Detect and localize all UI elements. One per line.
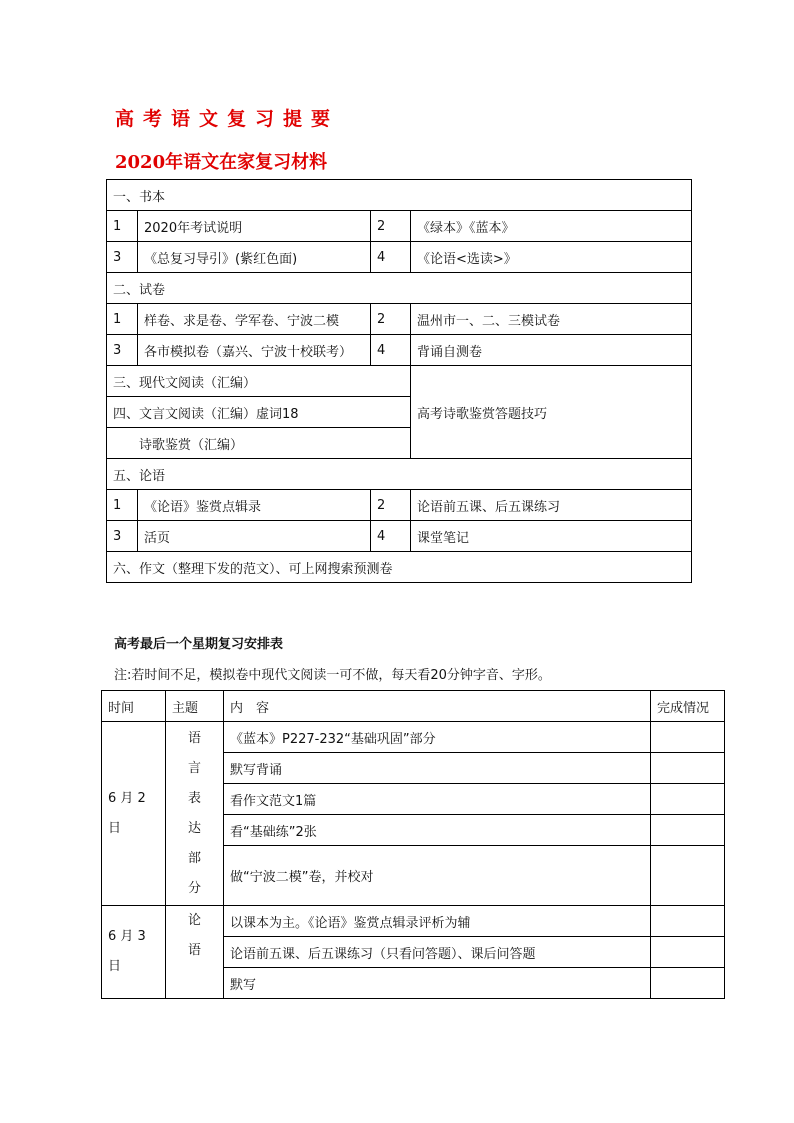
topic-char: 达 [187,820,201,836]
table-row [107,180,692,211]
topic-char: 部 [187,850,201,866]
topic-cell [166,906,224,999]
item-text: 《总复习导引》(紫红色面) [138,242,371,273]
content-cell: 默写背诵 [224,753,651,784]
item-number: 4 [371,521,411,552]
section-heading: 三、现代文阅读（汇编） [107,366,411,397]
status-cell [651,968,725,999]
item-number: 4 [371,242,411,273]
table-row [107,242,692,273]
item-text: 《论语》鉴赏点辑录 [138,490,371,521]
table-row [102,906,725,937]
section-heading: 四、文言文阅读（汇编）虚词18 [107,397,411,428]
item-text: 课堂笔记 [411,521,692,552]
table-row [107,211,692,242]
table-row [102,722,725,753]
status-cell [651,753,725,784]
item-text: 背诵自测卷 [411,335,692,366]
item-text: 活页 [138,521,371,552]
content-cell: 默写 [224,968,651,999]
topic-cell [166,722,224,906]
content-cell: 做“宁波二模”卷，并校对 [224,846,651,906]
table-row [107,273,692,304]
item-text: 各市模拟卷（嘉兴、宁波十校联考） [138,335,371,366]
date-line: 日 [108,959,122,974]
topic-char: 表 [187,790,201,806]
content-cell: 看“基础练”2张 [224,815,651,846]
materials-table [106,179,692,583]
item-number: 1 [107,490,138,521]
topic-char: 分 [187,880,201,896]
date-line: 日 [108,820,122,836]
content-cell: 看作文范文1篇 [224,784,651,815]
topic-char: 论 [187,913,201,928]
table-row [107,490,692,521]
item-number: 1 [107,211,138,242]
date-line: 6 月 3 [108,929,146,944]
table-row [107,521,692,552]
topic-char: 语 [187,730,201,746]
item-number: 3 [107,521,138,552]
item-number: 4 [371,335,411,366]
status-cell [651,906,725,937]
item-text: 样卷、求是卷、学军卷、宁波二模 [138,304,371,335]
item-text: 2020年考试说明 [138,211,371,242]
status-cell [651,815,725,846]
document-title: 高考语文复习提要 [115,108,340,130]
item-number: 2 [371,304,411,335]
content-cell: 《蓝本》P227-232“基础巩固”部分 [224,722,651,753]
topic-char: 言 [187,760,201,776]
table-header-row [102,691,725,722]
content-cell: 以课本为主。《论语》鉴赏点辑录评析为辅 [224,906,651,937]
item-number: 3 [107,242,138,273]
date-cell [102,722,166,906]
date-line: 6 月 2 [108,790,146,806]
item-number: 1 [107,304,138,335]
item-number: 2 [371,211,411,242]
header-topic: 主题 [166,691,224,722]
header-time: 时间 [102,691,166,722]
status-cell [651,784,725,815]
status-cell [651,846,725,906]
schedule-table [101,690,725,999]
item-text: 《绿本》《蓝本》 [411,211,692,242]
item-number: 3 [107,335,138,366]
topic-char: 语 [187,943,201,958]
item-text: 《论语<选读>》 [411,242,692,273]
header-status: 完成情况 [651,691,725,722]
table-row [107,335,692,366]
content-cell: 论语前五课、后五课练习（只看问答题）、课后问答题 [224,937,651,968]
section-heading: 六、作文（整理下发的范文）、可上网搜索预测卷 [107,552,692,583]
document-subtitle: 2020年语文在家复习材料 [115,152,328,173]
item-text: 温州市一、二、三模试卷 [411,304,692,335]
table-row [107,459,692,490]
schedule-note: 注:若时间不足，模拟卷中现代文阅读一可不做，每天看20分钟字音、字形。 [114,668,551,683]
poetry-tips-cell: 高考诗歌鉴赏答题技巧 [411,366,692,459]
section-heading: 五、论语 [107,459,692,490]
item-number: 2 [371,490,411,521]
table-row [107,552,692,583]
header-content: 内 容 [224,691,651,722]
status-cell [651,722,725,753]
status-cell [651,937,725,968]
section-heading: 二、试卷 [107,273,692,304]
table-row [107,366,692,397]
poetry-item: 诗歌鉴赏（汇编） [107,428,411,459]
item-text: 论语前五课、后五课练习 [411,490,692,521]
schedule-title: 高考最后一个星期复习安排表 [114,637,284,652]
table-row [107,304,692,335]
date-cell [102,906,166,999]
section-heading: 一、书本 [107,180,692,211]
